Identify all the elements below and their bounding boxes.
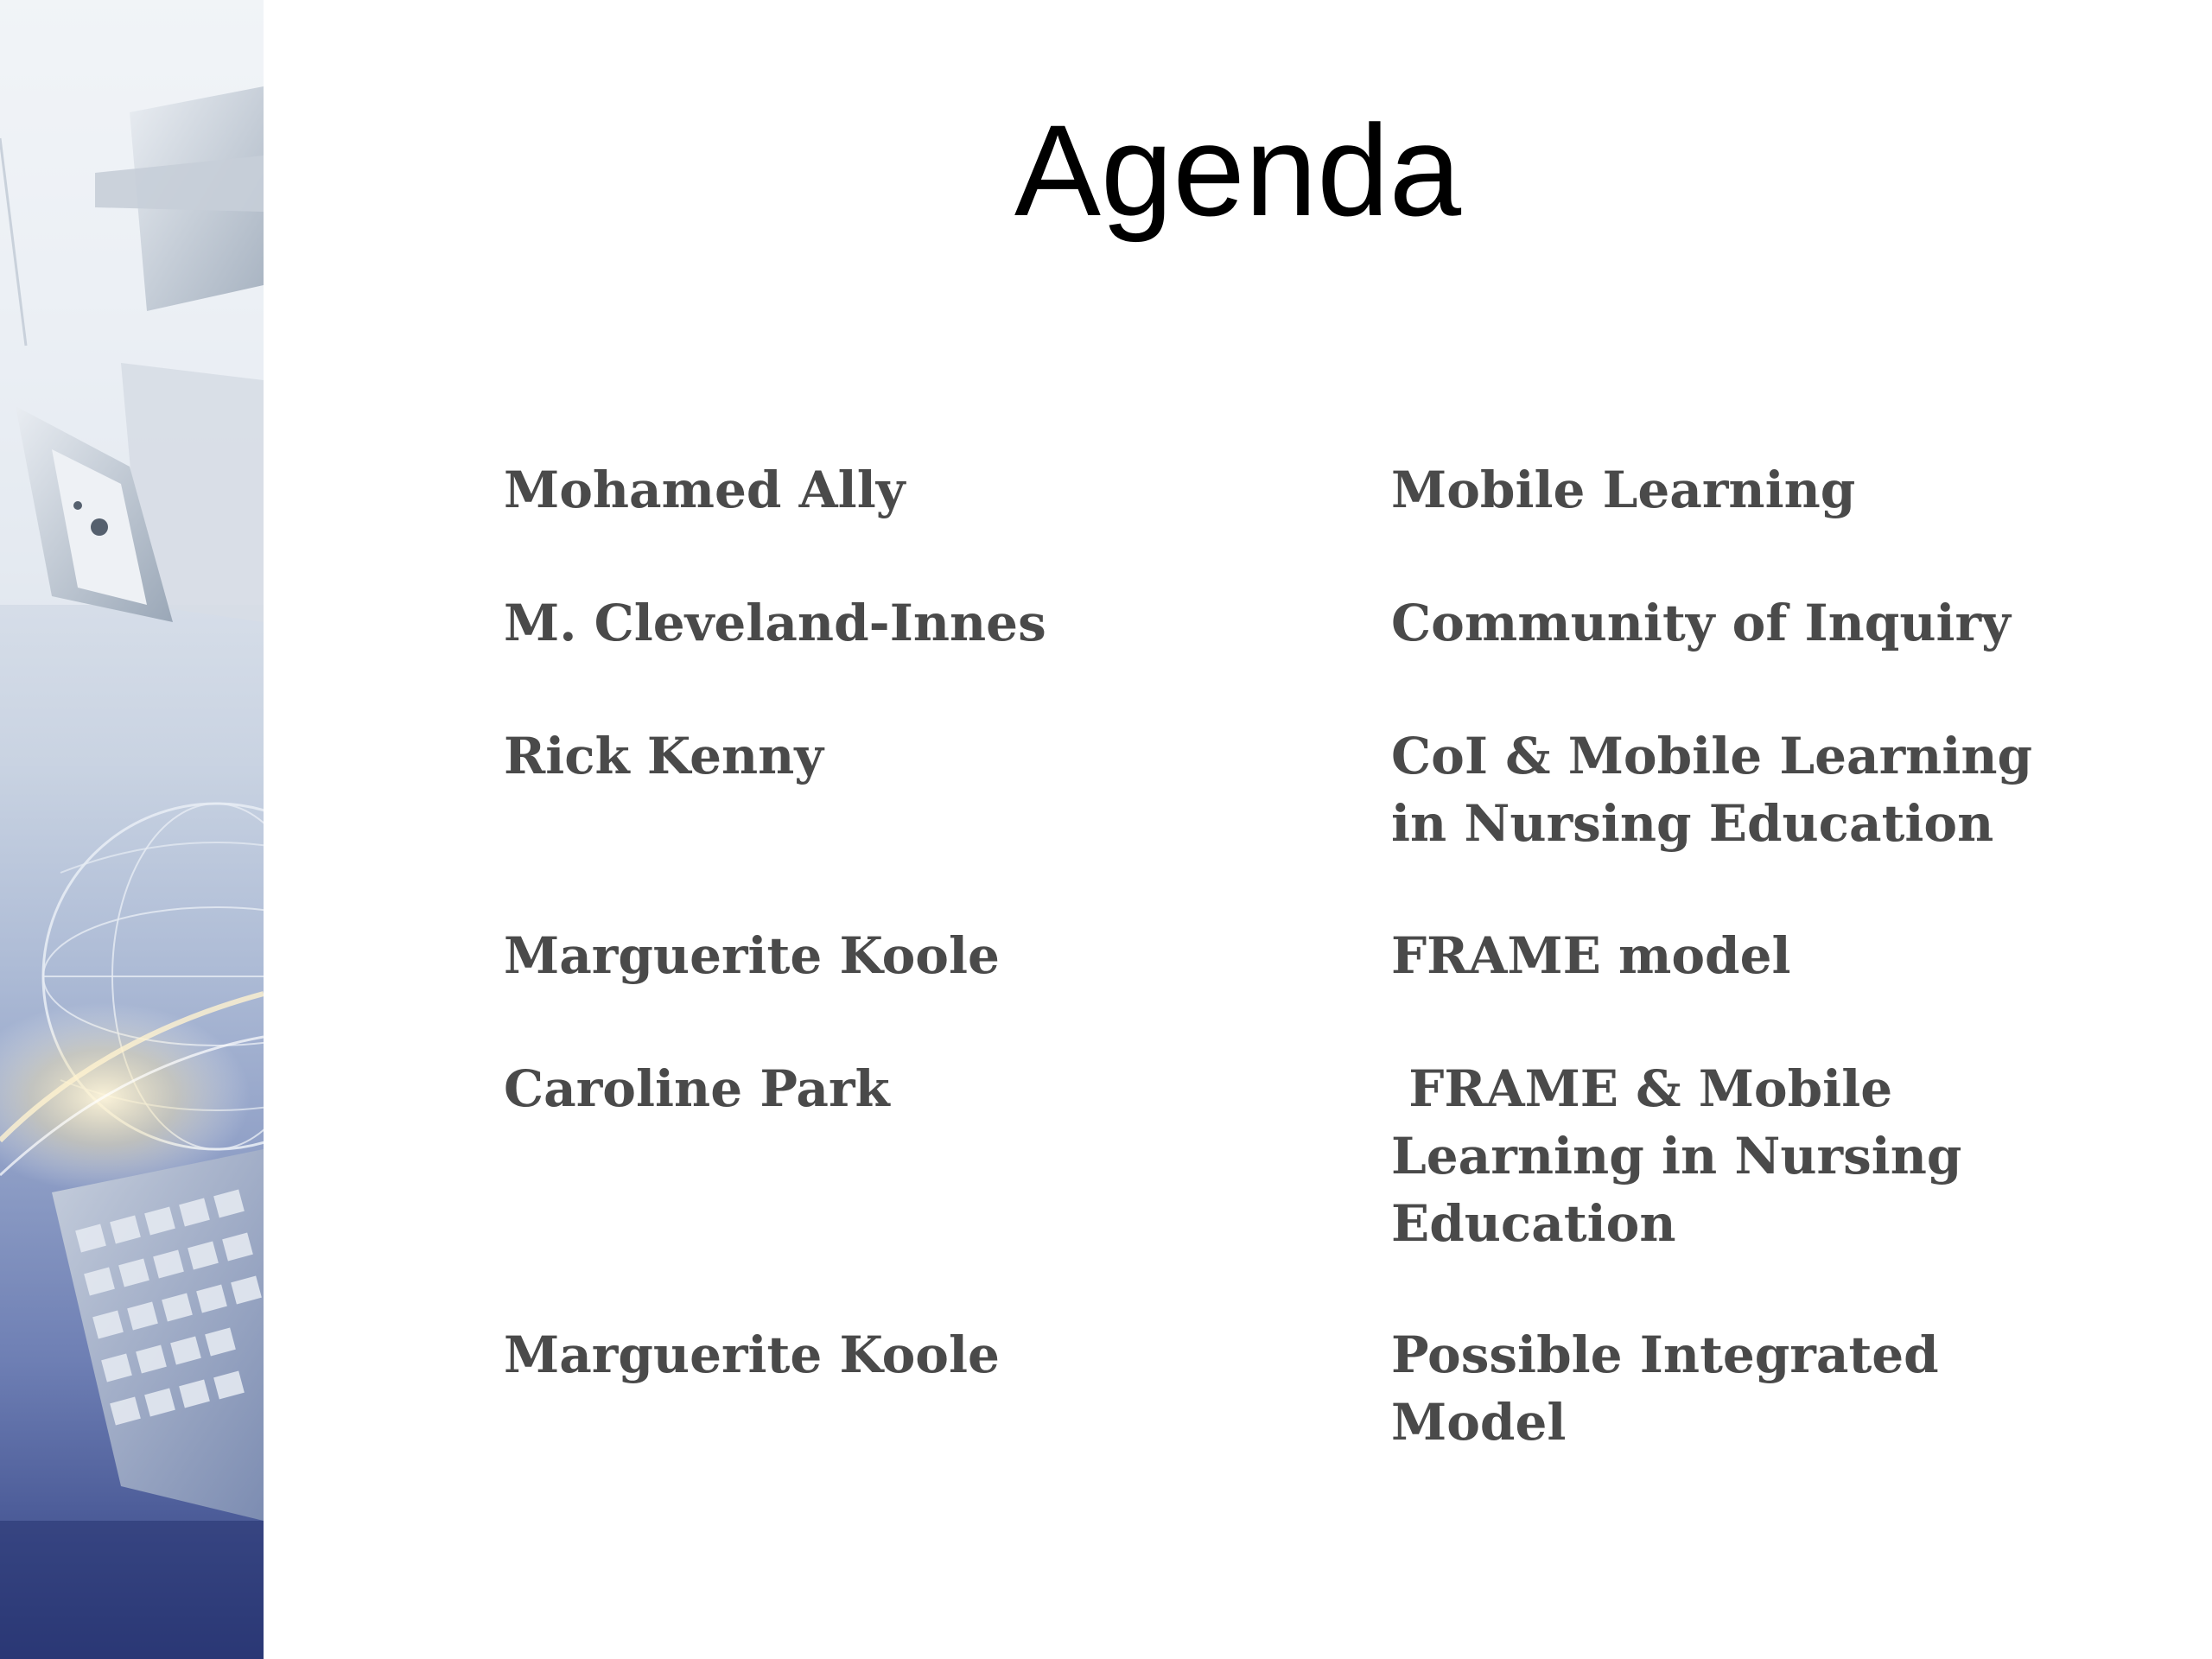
agenda-topic: FRAME model bbox=[1391, 926, 1791, 985]
presenter-name: M. Cleveland-Innes bbox=[504, 594, 1046, 652]
agenda-topic: Mobile Learning bbox=[1391, 461, 1856, 519]
presenter-name: Marguerite Koole bbox=[504, 1325, 1000, 1384]
agenda-topic: Possible Integrated Model bbox=[1391, 1325, 1939, 1452]
presenter-name: Caroline Park bbox=[504, 1059, 890, 1118]
decorative-side-image bbox=[0, 0, 264, 1659]
presenter-name: Marguerite Koole bbox=[504, 926, 1000, 985]
computer-collage-illustration bbox=[0, 0, 264, 1659]
agenda-topic: FRAME & Mobile Learning in Nursing Education bbox=[1391, 1059, 1962, 1253]
presenter-name: Rick Kenny bbox=[504, 727, 824, 785]
slide-title: Agenda bbox=[1014, 98, 1462, 243]
agenda-topic: CoI & Mobile Learning in Nursing Education bbox=[1391, 727, 2033, 853]
presenter-name: Mohamed Ally bbox=[504, 461, 906, 519]
agenda-topic: Community of Inquiry bbox=[1391, 594, 2011, 652]
